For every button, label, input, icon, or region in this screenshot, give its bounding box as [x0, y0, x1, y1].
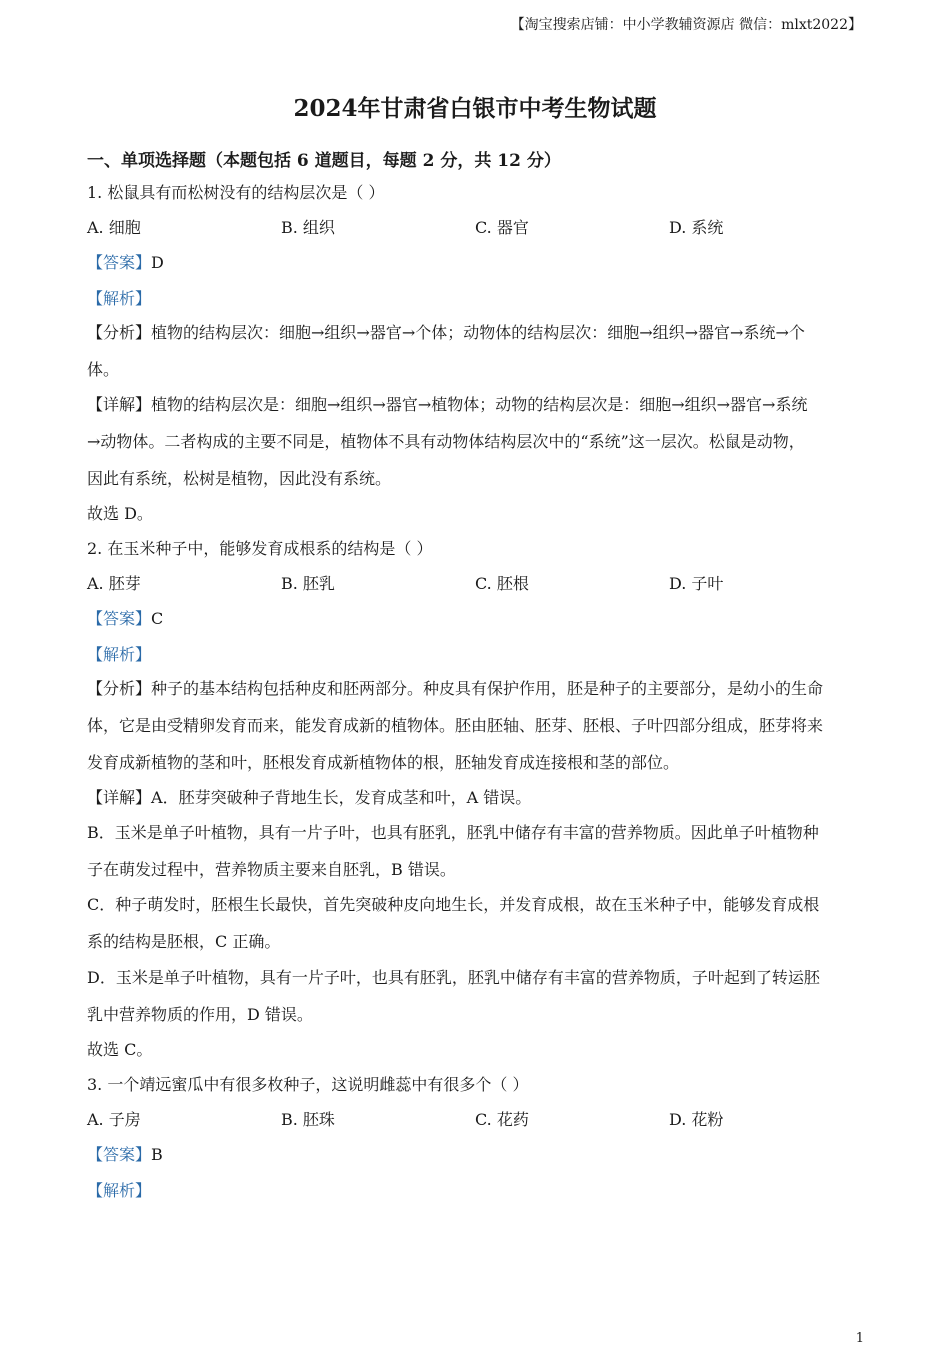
- answer-label: 【答案】: [87, 253, 152, 272]
- question-2-xiangjie-line: C．种子萌发时，胚根生长最快，首先突破种皮向地生长，并发育成根，故在玉米种子中，能够发育成根: [87, 895, 820, 914]
- question-2-fenxi: [87, 679, 863, 699]
- option-c: C. 胚根: [475, 574, 529, 593]
- option-c: C. 花药: [475, 1110, 529, 1129]
- header-note: 【淘宝搜索店铺：中小学教辅资源店 微信：mlxt2022】: [510, 17, 862, 33]
- question-2-xiangjie-line: D．玉米是单子叶植物，具有一片子叶，也具有胚乳，胚乳中储存有丰富的营养物质，子叶起到了转运胚: [87, 968, 820, 987]
- question-1-xiangjie-line: 因此有系统，松树是植物，因此没有系统。: [87, 469, 392, 488]
- xiangjie-label: 【详解】: [87, 395, 152, 414]
- fenxi-text: 种子的基本结构包括种皮和胚两部分。种皮具有保护作用，胚是种子的主要部分，是幼小的生命: [151, 679, 824, 698]
- option-b: B. 胚乳: [281, 574, 335, 593]
- option-d: D. 子叶: [669, 574, 724, 593]
- answer-value: B: [151, 1145, 163, 1164]
- question-2-answer: [87, 609, 863, 629]
- xiangjie-text: A．胚芽突破种子背地生长，发育成茎和叶，A 错误。: [151, 788, 532, 807]
- question-1-stem: 1. 松鼠具有而松树没有的结构层次是（ ）: [87, 183, 385, 202]
- fenxi-text: 植物的结构层次：细胞→组织→器官→个体；动物体的结构层次：细胞→组织→器官→系统→个: [151, 323, 805, 342]
- question-2-analysis-label: 【解析】: [87, 645, 152, 664]
- xiangjie-text: 植物的结构层次是：细胞→组织→器官→植物体；动物的结构层次是：细胞→组织→器官→系统: [151, 395, 808, 414]
- page-number: 1: [855, 1331, 864, 1346]
- fenxi-label: 【分析】: [87, 323, 152, 342]
- question-2-fenxi-line: 发育成新植物的茎和叶，胚根发育成新植物体的根，胚轴发育成连接根和茎的部位。: [87, 753, 680, 772]
- question-1-xiangjie-line: →动物体。二者构成的主要不同是，植物体不具有动物体结构层次中的“系统”这一层次。松鼠是动物，: [87, 432, 805, 451]
- question-3-stem: 3. 一个靖远蜜瓜中有很多枚种子，这说明雌蕊中有很多个（ ）: [87, 1075, 529, 1094]
- option-d: D. 系统: [669, 218, 724, 237]
- fenxi-label: 【分析】: [87, 679, 152, 698]
- question-2-xiangjie-line: B．玉米是单子叶植物，具有一片子叶，也具有胚乳，胚乳中储存有丰富的营养物质。因此单子叶植物种: [87, 823, 819, 842]
- question-2-conclusion: 故选 C。: [87, 1040, 153, 1059]
- question-1-conclusion: 故选 D。: [87, 504, 153, 523]
- document-title: 2024年甘肃省白银市中考生物试题: [293, 95, 657, 122]
- section-heading: 一、单项选择题（本题包括 6 道题目，每题 2 分，共 12 分）: [87, 151, 561, 171]
- xiangjie-label: 【详解】: [87, 788, 152, 807]
- option-a: A. 子房: [87, 1110, 141, 1129]
- answer-value: D: [151, 253, 164, 272]
- option-a: A. 胚芽: [87, 574, 141, 593]
- option-b: B. 组织: [281, 218, 335, 237]
- question-3-analysis-label: 【解析】: [87, 1181, 152, 1200]
- option-a: A. 细胞: [87, 218, 141, 237]
- question-1-fenxi-line: 体。: [87, 360, 120, 379]
- question-2-xiangjie-line: 乳中营养物质的作用，D 错误。: [87, 1005, 313, 1024]
- option-b: B. 胚珠: [281, 1110, 335, 1129]
- question-2-xiangjie-line: 子在萌发过程中，营养物质主要来自胚乳，B 错误。: [87, 860, 456, 879]
- answer-value: C: [151, 609, 164, 628]
- question-2-xiangjie-line: 系的结构是胚根，C 正确。: [87, 932, 281, 951]
- answer-label: 【答案】: [87, 1145, 152, 1164]
- question-1-analysis-label: 【解析】: [87, 289, 152, 308]
- option-d: D. 花粉: [669, 1110, 724, 1129]
- option-c: C. 器官: [475, 218, 529, 237]
- answer-label: 【答案】: [87, 609, 152, 628]
- question-1-fenxi: [87, 323, 863, 343]
- question-2-stem: 2. 在玉米种子中，能够发育成根系的结构是（ ）: [87, 539, 433, 558]
- question-3-answer: [87, 1145, 863, 1165]
- question-2-xiangjie: [87, 788, 863, 808]
- question-1-answer: [87, 253, 863, 273]
- question-2-fenxi-line: 体，它是由受精卵发育而来，能发育成新的植物体。胚由胚轴、胚芽、胚根、子叶四部分组成，胚芽将来: [87, 716, 824, 735]
- question-1-xiangjie: [87, 395, 863, 415]
